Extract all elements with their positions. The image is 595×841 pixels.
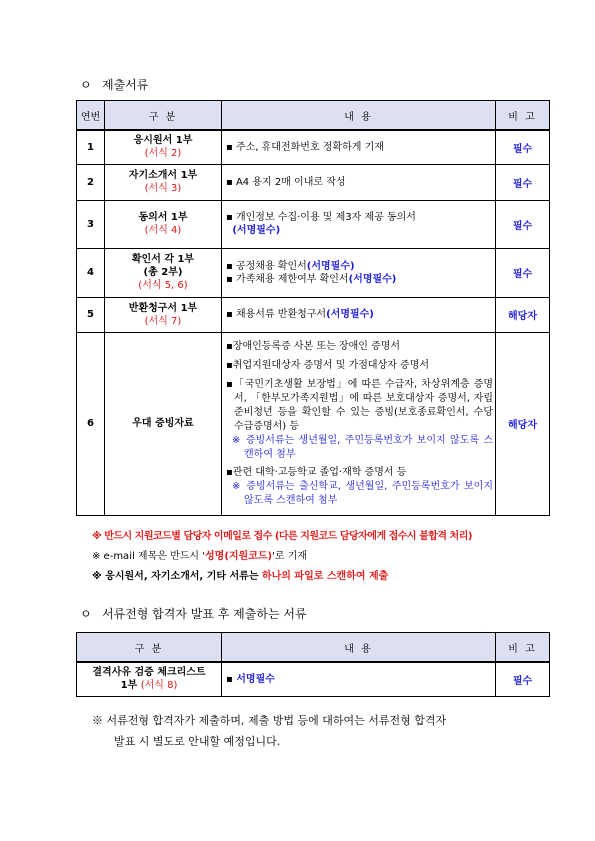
row-name: 확인서 각 1부 (총 2부) (서식 5, 6) [105, 248, 222, 297]
bullet-icon: ▪ [226, 141, 233, 153]
table-header-row [77, 101, 550, 131]
bullet-icon: ▪ [226, 340, 233, 352]
header-content: 내 용 [222, 633, 496, 663]
table-row [77, 200, 550, 248]
row-number: 3 [77, 200, 105, 248]
row-name: 자기소개서 1부 (서식 3) [105, 164, 222, 200]
row-note: 필수 [496, 200, 550, 248]
row-name: 결격사유 검증 체크리스트 1부 (서식 8) [77, 662, 222, 696]
row-desc: ▪ A4 용지 2매 이내로 작성 [222, 164, 496, 200]
header-category: 구 분 [77, 633, 222, 663]
table-header-row [77, 633, 550, 663]
bullet-icon: ▪ [226, 673, 233, 685]
footnote-notice-2: 발표 시 별도로 안내할 예정입니다. [114, 735, 281, 748]
row-number: 5 [77, 297, 105, 332]
footnote-file: ※ 응시원서, 자기소개서, 기타 서류는 하나의 파일로 스캔하여 제출 [92, 571, 389, 582]
row-desc: ▪ 주소, 휴대전화번호 정확하게 기재 [222, 130, 496, 164]
section1-heading [80, 76, 148, 93]
header-category: 구 분 [105, 101, 222, 131]
footnote-notice-1: ※ 서류전형 합격자가 제출하며, 제출 방법 등에 대하여는 서류전형 합격자 [92, 714, 447, 727]
table-row [77, 130, 550, 164]
table-row [77, 248, 550, 297]
row-note: 필수 [496, 130, 550, 164]
row-number: 1 [77, 130, 105, 164]
bullet-icon: ▪ [226, 273, 233, 285]
row-desc: ▪ 공정채용 확인서(서명필수) ▪ 가족채용 제한여부 확인서(서명필수) [222, 248, 496, 297]
header-content: 내 용 [222, 101, 496, 131]
row-desc: ▪ 서명필수 [222, 662, 496, 696]
bullet-icon: ▪ [226, 260, 233, 272]
row-note: 필수 [496, 662, 550, 696]
header-remark: 비 고 [496, 633, 550, 663]
row-name: 응시원서 1부 (서식 2) [105, 130, 222, 164]
row-desc: ▪ 채용서류 반환청구서(서명필수) [222, 297, 496, 332]
table-row [77, 662, 550, 696]
bullet-icon: ▪ [226, 466, 233, 478]
row-number: 2 [77, 164, 105, 200]
bullet-icon: ▪ [226, 176, 233, 188]
table-row [77, 332, 550, 515]
section1-title: 제출서류 [102, 78, 149, 92]
row-note: 필수 [496, 164, 550, 200]
footnote-subject: ※ e-mail 제목은 반드시 '성명(지원코드)'로 기재 [92, 551, 308, 562]
section2-title: 서류전형 합격자 발표 후 제출하는 서류 [102, 607, 307, 621]
header-number: 연번 [77, 101, 105, 131]
row-name: 우대 증빙자료 [105, 332, 222, 515]
row-number: 4 [77, 248, 105, 297]
table-row [77, 297, 550, 332]
header-remark: 비 고 [496, 101, 550, 131]
documents-table [76, 100, 550, 516]
row-number: 6 [77, 332, 105, 515]
row-desc: ▪장애인등록증 사본 또는 장애인 증명서 ▪취업지원대상자 증명서 및 가점대상자 증명서 ▪「국민기초생활 보장법」에 따른 수급자, 차상위계층 증명서, 「한부모가족지원법」에 따른 보호대상자 증명서, 자립준비청년 등을 확인할 수 있는 증빙(보호종료확인서, 수당 수급증명서) 등 ※ 증빙서류는 생년월일, 주민등록번호가 보이지 않도록 스캔하여 첨부 ▪관련 대학·고등학교 졸업·재학 증명서 등 ※ 증빙서류는 출신학교, 생년월일, 주민등록번호가 보이지 않도록 스캔하여 첨부 [222, 332, 496, 515]
row-note: 필수 [496, 248, 550, 297]
table-row [77, 164, 550, 200]
row-name: 동의서 1부 (서식 4) [105, 200, 222, 248]
row-note: 해당자 [496, 332, 550, 515]
circle-marker-icon: ㅇ [80, 607, 92, 621]
section2-heading [80, 605, 307, 622]
bullet-icon: ▪ [226, 309, 233, 320]
bullet-icon: ▪ [226, 378, 234, 390]
footnote-email: ※ 반드시 지원코드별 담당자 이메일로 접수 (다른 지원코드 담당자에게 접수시 불합격 처리) [92, 531, 472, 542]
row-note: 해당자 [496, 297, 550, 332]
circle-marker-icon: ㅇ [80, 78, 92, 92]
bullet-icon: ▪ [226, 359, 233, 371]
row-desc: ▪ 개인정보 수집·이용 및 제3자 제공 동의서 (서명필수) [222, 200, 496, 248]
bullet-icon: ▪ [226, 212, 233, 223]
row-name: 반환청구서 1부 (서식 7) [105, 297, 222, 332]
post-screening-table [76, 632, 550, 697]
